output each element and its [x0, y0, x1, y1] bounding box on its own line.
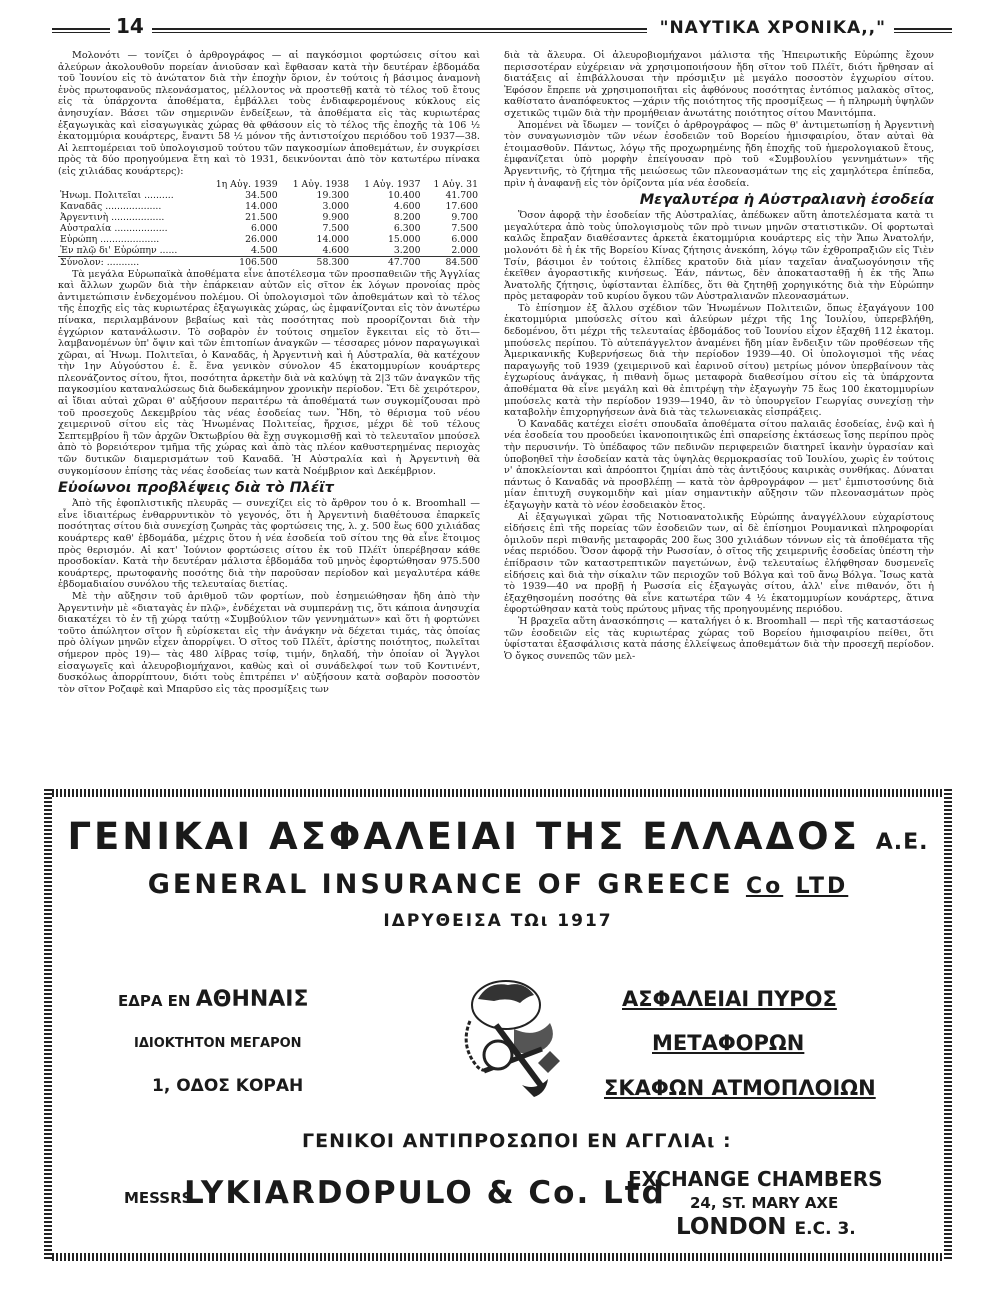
table-cell: 8.200	[393, 211, 421, 223]
table-cell: 26.000	[245, 233, 278, 245]
ad-seat: ΕΔΡΑ ΕΝ ΑΘΗΝΑΙΣ	[118, 987, 309, 1012]
row-label: Καναδᾶς ...................	[60, 200, 162, 212]
ad-title-english-co: Co	[745, 874, 784, 899]
table-header-row	[58, 179, 480, 190]
table-cell: 10.400	[387, 189, 421, 201]
header-rule-right	[894, 28, 952, 33]
table-cell: 3.000	[322, 200, 350, 212]
right-column	[504, 50, 934, 662]
header-rule-left	[52, 28, 110, 33]
ad-border-top	[44, 789, 952, 797]
paragraph: Ἡ βραχεῖα αὕτη ἀνασκόπησις — καταλήγει ὁ κ. Broomhall — περὶ τῆς καταστάσεως τῶν ἐσοδειῶν εἰς τὰς κυριωτέρας χώρας τοῦ Βορείου ἡμισφαιρίου πείθει, ὅτι ὑφίσταται ἐξασφάλισις κατὰ πάσης ἐλλείψεως ἀποθεμάτων διὰ τὴν προσεχῆ περίοδον. Ὁ ὄγκος συνεπῶς τῶν μελ-	[504, 615, 934, 662]
ad-messrs: MESSRS	[124, 1189, 193, 1207]
section-heading-australia: Μεγαλυτέρα ἡ Αὐστραλιανὴ ἐσοδεία	[639, 192, 934, 209]
table-cell: 4.500	[251, 244, 278, 256]
ad-service-ships: ΣΚΑΦΩΝ ΑΤΜΟΠΛΟΙΩΝ	[604, 1076, 876, 1100]
anchor-emblem-icon	[444, 959, 584, 1109]
table-cell: 47.700	[351, 256, 422, 268]
paragraph: Ἀπὸ τῆς ἐφοπλιστικῆς πλευρᾶς — συνεχίζει εἰς τὸ ἄρθρον του ὁ κ. Broomhall — εἶνε ἰδιαιτέρως ἐνθαρρυντικὸν τὸ γεγονός, ὅτι ἡ Ἀργεντινὴ διαθέτουσα ἐπαρκεῖς ποσότητας σίτου διὰ συνεχίσῃ ζωηρὰς τὰς φορτώσεις της, λ. χ. 500 ἕως 600 χιλιάδας κουάρτερς καθ' ἑβδομάδα, μέχρις ὅτου ἡ νέα ἐσοδεία τοῦ σίτου της θὰ εἶνε ἕτοιμος πρὸς θερισμόν. Αἱ κατ' Ἰούνιον φορτώσεις σίτου ἐκ τοῦ Πλέϊτ ὑπερέβησαν κάθε προσδοκίαν. Κατὰ τὴν δευτέραν μάλιστα ἑβδομάδα τοῦ μηνὸς ἐφορτώθησαν 975.500 κουάρτερς, πρωτοφανὴς ποσότης διὰ τὴν παροῦσαν περίοδον καὶ μεγαλυτέρα κάθε ἑβδομαδιαίου συνόλου τῆς τελευταίας διετίας.	[58, 498, 480, 591]
ad-border-right	[944, 789, 952, 1261]
table-cell: 7.500	[322, 222, 350, 234]
table-cell: 6.300	[393, 222, 421, 234]
ad-general-agents: ΓΕΝΙΚΟΙ ΑΝΤΙΠΡΟΣΩΠΟΙ ΕΝ ΑΓΓΛΙΑι :	[302, 1130, 732, 1152]
table-cell: 3.200	[393, 244, 421, 256]
table-cell: 17.600	[445, 200, 478, 212]
page-number: 14	[116, 14, 144, 38]
ad-service-fire: ΑΣΦΑΛΕΙΑΙ ΠΥΡΟΣ	[622, 987, 837, 1011]
paragraph: Μολονότι — τονίζει ὁ ἀρθρογράφος — αἱ παγκόσμιοι φορτώσεις σίτου καὶ ἀλεύρων ἀκολουθοῦν πορείαν ἀνιοῦσαν καὶ ἔφθασαν κατὰ τὴν δευτέραν ἑβδομάδα τοῦ Ἰουνίου εἰς τὸ ἀνώτατον διὰ τὴν ἐποχὴν ὅριον, ἐν τούτοις ἡ βάσιμος ἀναμονὴ ἑνὸς πρωτοφανοῦς πλεονάσματος, μέλλοντος νὰ προστεθῇ κατὰ τὸ τέλος τοῦ ἔτους εἰς τὰ ὑπάρχοντα ἀποθέματα, ἐμβάλλει τοὺς ἐνδιαφερομένους κύκλους εἰς ἀνησυχίαν. Βάσει τῶν σημερινῶν ἐνδείξεων, τὰ ἀποθέματα εἰς τὰς κυριωτέρας ἐξαγωγικὰς καὶ εἰσαγωγικὰς χώρας θὰ φθάσουν εἰς τὸ τέλος τῆς ἐποχῆς τὰ 106 ½ ἑκατομμύρια κουάρτερς, ἔναντι 58 ½ μόνον τῆς ἀντιστοίχου περιόδου τοῦ 1937—38. Αἱ λεπτομέρειαι τοῦ ὑπολογισμοῦ τούτου τῶν παγκοσμίων ἀποθεμάτων, ἐν συγκρίσει πρὸς τὰ δύο προηγούμενα ἔτη καὶ τὸ 1931, δεικνύονται ἀπὸ τὸν κατωτέρω πίνακα (εἰς χιλιάδας κουάρτερς):	[58, 50, 480, 177]
ad-title-greek-suffix: Α.Ε.	[875, 830, 929, 855]
table-cell: 106.500	[202, 256, 280, 268]
ad-title-english-ltd: LTD	[795, 874, 849, 899]
table-cell: 4.600	[393, 200, 421, 212]
ad-street: 24, ST. MARY AXE	[690, 1194, 839, 1212]
ad-founded: ΙΔΡΥΘΕΙΣΑ ΤΩι 1917	[383, 911, 613, 931]
table-cell: 34.500	[245, 189, 278, 201]
row-label: Σύνολον: ...........	[58, 256, 202, 268]
table-row	[58, 201, 480, 212]
table-total-row	[58, 256, 480, 268]
row-label: Ἡνωμ. Πολιτεῖαι ..........	[60, 189, 174, 201]
table-cell: 15.000	[387, 233, 421, 245]
table-cell: 6.000	[251, 222, 278, 234]
table-row	[58, 245, 480, 257]
section-heading-plate: Εὐοίωνοι προβλέψεις διὰ τὸ Πλέϊτ	[58, 480, 334, 497]
row-label: Ἀργεντινὴ ..................	[60, 211, 165, 223]
paragraph: Ὁ Καναδᾶς κατέχει εἰσέτι σπουδαῖα ἀποθέματα σίτου παλαιᾶς ἐσοδείας, ἐνῷ καὶ ἡ νέα ἐσοδεία του προοδεύει ἱκανοποιητικῶς ἐπὶ σπαρείσης ἐκτάσεως ἴσης περίπου πρὸς τὴν περυσινήν. Τὸ ὑπέδαφος τῶν πεδινῶν περιφερειῶν διατηρεῖ ἱκανὴν ὑγρασίαν καὶ ὑποβοηθεῖ τὴν ἐσοδείαν κατὰ τὰς ὑψηλὰς θερμοκρασίας τοῦ Ἰουλίου, χωρὶς ἐν τούτοις ν' ἀποκλείονται καὶ ἀπρόοπτοι ζημίαι ἀπὸ τὰς ἀντιξόους καιρικὰς συνθήκας. Δύναται πάντως ὁ Καναδᾶς νὰ προσβλέπῃ — κατὰ τὸν ἀρθρογράφον — μετ' ἐμπιστοσύνης διὰ μίαν ἐπιτυχῆ συγκομιδὴν καὶ μίαν σημαντικὴν αὔξησιν τῶν πλεονασμάτων πρὸς ἐξαγωγὴν κατὰ τὸ νέον ἐσοδειακὸν ἔτος.	[504, 418, 934, 511]
left-column	[58, 50, 480, 695]
row-label: Αὐστραλία ..................	[60, 222, 168, 234]
table-cell: 2.000	[451, 244, 478, 256]
wheat-stocks-table	[58, 179, 480, 268]
table-cell: 58.300	[280, 256, 351, 268]
table-header: 1η Αὐγ. 1939	[215, 178, 278, 190]
ad-agent-name: LYKIARDOPULO & Co. Ltd	[184, 1175, 666, 1211]
table-header: 1 Αὐγ. 31	[433, 178, 478, 190]
table-row	[58, 234, 480, 245]
paragraph: Αἱ ἐξαγωγικαὶ χῶραι τῆς Νοτιοανατολικῆς Εὐρώπης ἀναγγέλλουν εὐχαρίστους εἰδήσεις ἐπὶ τῆς πορείας τῶν ἐσοδειῶν των, αἱ δὲ ἐπίσημοι Ρουμανικαὶ πληροφορίαι ὁμιλοῦν περὶ πιθανῆς μεταφορᾶς 200 ἕως 300 χιλιάδων τόννων εἰς τὰ ἀποθέματα τῆς νέας περιόδου. Ὅσον ἀφορᾷ τὴν Ρωσσίαν, ὁ σῖτος τῆς χειμερινῆς ἐσοδείας ὑπέστη τὴν ἐπίδρασιν τῶν καταστρεπτικῶν παγετώνων, ἐνῷ τελευταίως ἐλήφθησαν δυσμενεῖς εἰδήσεις καὶ διὰ τὴν σίκαλιν τῶν περιοχῶν τοῦ Βόλγα καὶ τοῦ ἄνω Βόλγα. Ἴσως κατὰ τὸ 1939—40 να προβῇ ἡ Ρωσσία εἰς ἐξαγωγὰς σίτου, ἀλλ' εἶνε πιθανόν, ὅτι ἡ ἐξαχθησομένη ποσότης θὰ εἶνε κατωτέρα τῶν 4 ½ ἑκατομμυρίων κουάρτερς, ἅτινα ἐφορτώθησαν κατὰ τοὺς πρώτους μῆνας τῆς προηγουμένης περιόδου.	[504, 511, 934, 616]
table-cell: 84.500	[423, 256, 481, 268]
table-row	[58, 212, 480, 223]
table-cell: 9.700	[451, 211, 478, 223]
ad-service-transport: ΜΕΤΑΦΟΡΩΝ	[652, 1031, 805, 1055]
table-header: 1 Αὐγ. 1938	[292, 178, 350, 190]
table-cell: 14.000	[316, 233, 350, 245]
row-label: Ἐν πλῷ δι' Εὐρώπην ......	[60, 244, 178, 256]
table-cell: 9.900	[322, 211, 350, 223]
table-cell: 19.300	[316, 189, 350, 201]
paragraph: Ἀπομένει νὰ ἴδωμεν — τονίζει ὁ ἀρθρογράφος — πῶς θ' ἀντιμετωπίσῃ ἡ Ἀργεντινὴ τὸν συναγωνισμὸν τῶν νέων ἐσοδειῶν τοῦ Βορείου ἡμισφαιρίου, ὅταν αὐταὶ θὰ ἑτοιμασθοῦν. Πάντως, λόγῳ τῆς προχωρημένης ἤδη ἐποχῆς τοῦ ἡμερολογιακοῦ ἔτους, ἐμφανίζεται ὑπὸ μορφὴν ἐπείγουσαν πρὸ τοῦ «Συμβουλίου γεννημάτων» τῆς Ἀργεντινῆς, τὸ ζήτημα τῆς μειώσεως τῶν πλεονασμάτων της εἰς χαμηλότερα ἐπίπεδα, πρὶν ἡ ἀναφανῇ εἰς τὸν ὁρίζοντα μία νέα ἐσοδεία.	[504, 119, 934, 189]
ad-exchange-chambers: EXCHANGE CHAMBERS	[628, 1167, 883, 1191]
table-cell: 14.000	[245, 200, 278, 212]
table-cell: 7.500	[451, 222, 478, 234]
paragraph: Μὲ τὴν αὔξησιν τοῦ ἀριθμοῦ τῶν φορτίων, ποὺ ἐσημειώθησαν ἤδη ἀπὸ τὴν Ἀργεντινὴν μὲ «διαταγὰς ἐν πλῷ», ἐνδέχεται νὰ συμπεράνῃ τις, ὅτι κάποια ἀνησυχία διακατέχει τὸ ἐν τῇ χώρᾳ ταύτῃ «Συμβούλιον τῶν γεννημάτων» καὶ ὅτι ἡ φορτώνει τοῦτο ἀπώλητον σῖτον ἢ εὑρίσκεται εἰς τὴν ἀνάγκην νὰ δέχεται τιμάς, τὰς ὁποίας πρὸ ὀλίγων μηνῶν εἶχεν ἀπορρίψει. Ὁ σῖτος τοῦ Πλέϊτ, ἀρίστης ποιότητος, πωλεῖται σήμερον πρὸς 19)— τὰς 480 λίβρας τσίφ, τιμήν, δηλαδή, τὴν ὁποίαν οἱ Ἄγγλοι εἰσαγωγεῖς καὶ ἀλευροβιομήχανοι, καθὼς καὶ οἱ συνάδελφοί των τοῦ Κοντινέντ, δυσκόλως ἀπορρίπτουν, διότι τοὺς ἐπιτρέπει ν' αὐξήσουν κατὰ σοβαρὸν ποσοστὸν τὸν σῖτον Ροζαφὲ καὶ Μπαρῦσο εἰς τὰς προσμίξεις των	[58, 590, 480, 695]
paragraph: διὰ τὰ ἄλευρα. Οἱ ἀλευροβιομήχανοι μάλιστα τῆς Ἠπειρωτικῆς Εὐρώπης ἔχουν περισσοτέραν εὐχέρειαν νὰ χρησιμοποιήσουν ἤδη σῖτον τοῦ Πλέϊτ, διότι ἤρθησαν αἱ διατάξεις αἱ ἐπιβάλλουσαι τὴν πρόσμιξιν μὲ μεγάλο ποσοστὸν ἐγχωρίου σίτου. Ἐφόσον ἔπρεπε νὰ χρησιμοποιῆται εἰς ἀφθόνους ποσότητας ἐντόπιος μαλακὸς σῖτος, καθίστατο ἀναπόφευκτος —χάριν τῆς ποιότητος τῆς προσμίξεως — ἡ πληρωμὴ ὑψηλῶν σχετικῶς τιμῶν διὰ τὴν προμήθειαν ἀνωτάτης ποιότητος σίτου Μανιτόμπα.	[504, 50, 934, 119]
table-cell: 21.500	[245, 211, 278, 223]
ad-london-postcode: E.C. 3.	[794, 1219, 856, 1239]
paragraph: Ὅσον ἀφορᾷ τὴν ἐσοδείαν τῆς Αὐστραλίας, ἀπέδωκεν αὕτη ἀποτελέσματα κατὰ τι μεγαλύτερα ἀπὸ τοὺς ὑπολογισμοὺς τῶν πρὸ τινων μηνῶν στατιστικῶν. Οἱ φορτωταὶ καλῶς ἔπραξαν διαθέσαντες ἀρκετὰ ἑκατομμύρια κουάρτερς εἰς τὴν Ἄπω Ἀνατολήν, μολονότι δὲ ἡ ἐκ τῆς Βορείου Κίνας ζήτησις ἀνεκόπη, λόγῳ τῶν ἐχθροπραξιῶν εἰς Τιὲν Τσίν, βάσιμοι ἐν τούτοις ἐλπίδες κρατοῦν διὰ μίαν ταχεῖαν ἀναζωογόνησιν τῆς ἐκεῖθεν ἀγοραστικῆς κινήσεως. Ἐάν, πάντως, δὲν ἀποκατασταθῇ ἡ ἐκ τῆς Ἄπω Ἀνατολῆς ζήτησις, ὑφίστανται ἐλπίδες, ὅτι θὰ ζητηθῇ χορηγικότης διὰ τὴν Εὐρώπην πρὸς μεταφορὰν τοῦ κυρίου ὄγκου τῶν Αὐστραλιανῶν πλεονασμάτων.	[504, 210, 934, 303]
ad-seat-city: ΑΘΗΝΑΙΣ	[195, 987, 309, 1012]
table-cell: 41.700	[445, 189, 478, 201]
ad-border-left	[44, 789, 52, 1261]
row-label: Εὐρώπη ....................	[60, 233, 160, 245]
ad-border-bottom	[44, 1253, 952, 1261]
table-row	[58, 190, 480, 201]
ad-title-greek: ΓΕΝΙΚΑΙ ΑΣΦΑΛΕΙΑΙ ΤΗΣ ΕΛΛΑΔΟΣ Α.Ε.	[67, 815, 929, 858]
insurance-advertisement	[44, 789, 952, 1261]
ad-title-english: GENERAL INSURANCE OF GREECE Co LTD	[147, 869, 849, 900]
ad-owned-building: ΙΔΙΟΚΤΗΤΟΝ ΜΕΓΑΡΟΝ	[134, 1036, 302, 1051]
table-row	[58, 223, 480, 234]
header-rule-middle	[152, 28, 647, 33]
table-cell: 6.000	[451, 233, 478, 245]
ad-london: LONDON E.C. 3.	[676, 1214, 856, 1240]
table-cell: 4.600	[322, 244, 350, 256]
page-header	[52, 14, 952, 48]
paragraph: Τὸ ἐπίσημον ἐξ ἄλλου σχέδιον τῶν Ἡνωμένων Πολιτειῶν, ὅπως ἐξαγάγουν 100 ἑκατομμύρια μπούσελς σίτου καὶ ἀλεύρων μέχρι τῆς 1ης Ἰουλίου, ὑπερεβλήθη, δεδομένου, ὅτι μέχρι τῆς τελευταίας ἑβδομάδος τοῦ Ἰουνίου εἶχον ἐξαχθῆ 112 ἑκατομ. μπούσελς περίπου. Τὸ αὐτεπάγγελτον ἀναμένει ἤδη μίαν ἔνδειξιν τῶν προθέσεων τῆς Ἀμερικανικῆς Κυβερνήσεως διὰ τὴν περίοδον 1939—40. Οἱ ὑπολογισμοὶ τῆς νέας παραγωγῆς τοῦ 1939 (χειμερινοῦ καὶ ἐαρινοῦ σίτου) μετρίως μόνον ὑπερβαίνουν τὰς ἐγχωρίους ἀνάγκας, ἡ πιθανὴ ὅμως μεταφορὰ διαθεσίμου σίτου εἰς τὰ ὑπάρχοντα ἀποθέματα θὰ εἶνε μεγάλη καὶ θὰ ἐπιτρέψῃ τὴν ἐξαγωγὴν 75 ἕως 100 ἑκατομμυρίων μπούσελς κατὰ τὴν περίοδον 1939—1940, ἂν τὸ ὑπουργεῖον Γεωργίας συνεχίσῃ τὴν καταβολὴν ἐπιχορηγήσεων ἀνὰ διὰ τὰς τελωνειακὰς εἰσπράξεις.	[504, 302, 934, 419]
ad-address: 1, ΟΔΟΣ ΚΟΡΑΗ	[152, 1076, 304, 1096]
table-header: 1 Αὐγ. 1937	[364, 178, 421, 190]
publication-title: "ΝΑΥΤΙΚΑ ΧΡΟΝΙΚΑ,,"	[659, 18, 886, 38]
paragraph: Τὰ μεγάλα Εὐρωπαϊκὰ ἀποθέματα εἶνε ἀποτέλεσμα τῶν προσπαθειῶν τῆς Ἀγγλίας καὶ ἄλλων χωρῶν διὰ τὴν ἐπάρκειαν αὐτῶν εἰς σῖτον ἐκ λόγων προνοίας πρὸς ἀντιμετώπισιν ἐνδεχομένου πολέμου. Οἱ ὑπολογισμοὶ τῶν ἀποθεμάτων καὶ τὸ τέλος τῆς ἐποχῆς εἰς τὰς κυριωτέρας ἐξαγωγικὰς χώρας, ὡς ἐμφανίζονται εἰς τὸν ἀνωτέρω πίνακα, περιλαμβάνουν βεβαίως καὶ τὰς ποσότητας ποὺ προορίζονται διὰ τὴν ἐγχώριον κατανάλωσιν. Τὸ σοβαρὸν ἐν τούτοις σημεῖον ἔγκειται εἰς τὸ ὅτι— λαμβανομένων ὑπ' ὄψιν καὶ τῶν ἐπιτοπίων ἀναγκῶν — τέσσαρες μόνον παραγωγικαὶ χῶραι, αἱ Ἡνωμ. Πολιτεῖαι, ὁ Καναδᾶς, ἡ Ἀργεντινὴ καὶ ἡ Αὐστραλία, θὰ κατέχουν τὴν 1ην Αὐγούστου ἑ. ἔ. ἕνα γενικὸν σύνολον 45 ἑκατομμυρίων κουάρτερς πλεονάζοντος σίτου, ἤτοι, ποσότητα ἀρκετὴν διὰ νὰ καλύψῃ τὰ 2|3 τῶν ἀναγκῶν τῆς παγκοσμίου καταναλώσεως διὰ δωδεκάμηνον χρονικὴν περίοδον. Ἔτι δὲ χειρότερον, αἱ ἴδιαι αὐταὶ χῶραι θ' αὐξήσουν περαιτέρω τὰ ἀποθέματά των συγκομίζουσαι πρὸ τοῦ προσεχοῦς Δεκεμβρίου τὰς νέας ἐσοδείας των. Ἤδη, τὸ θέρισμα τοῦ νέου χειμερινοῦ σίτου εἰς τὰς Ἡνωμένας Πολιτείας, ἤρχισε, μέχρι δὲ τοῦ τέλους Σεπτεμβρίου ἢ τῶν ἀρχῶν Ὀκτωβρίου θὰ ἔχῃ συγκομισθῇ καὶ τὸ τελευταῖον μπούσελ ἀπὸ τὸ βορειότερον τμῆμα τῆς χώρας καὶ ἀπὸ τὰς πλέον καθυστερημένας περιοχὰς τῶν δυτικῶν διαμερισμάτων τοῦ Καναδᾶ. Ἡ Αὐστραλία καὶ ἡ Ἀργεντινὴ θὰ συγκομίσουν ἐπίσης τὰς νέας ἐσοδείας των κατὰ Νοέμβριον καὶ Δεκέμβριον.	[58, 268, 480, 477]
